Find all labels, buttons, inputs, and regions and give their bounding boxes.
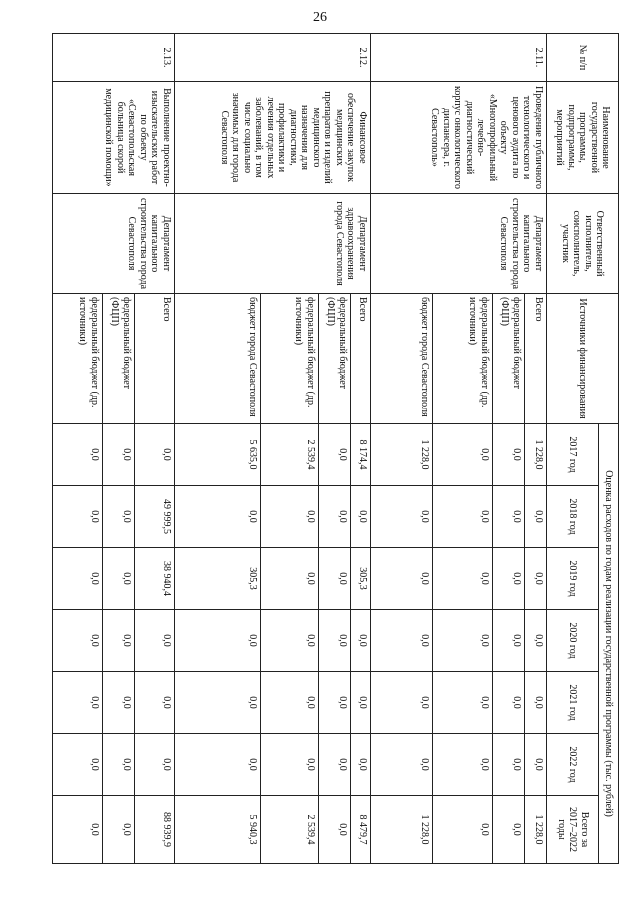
value-cell: 0,0 xyxy=(53,796,103,864)
value-cell: 0,0 xyxy=(103,548,135,610)
header-year: 2020 год xyxy=(547,610,599,672)
value-cell: 0,0 xyxy=(493,424,525,486)
source-label: федеральный бюджет (ФЦП) xyxy=(103,294,135,424)
value-cell: 0,0 xyxy=(53,548,103,610)
value-cell: 0,0 xyxy=(371,548,433,610)
value-cell: 0,0 xyxy=(525,548,547,610)
value-cell: 0,0 xyxy=(525,610,547,672)
value-cell: 0,0 xyxy=(493,672,525,734)
header-year: 2019 год xyxy=(547,548,599,610)
value-cell: 0,0 xyxy=(493,486,525,548)
value-cell: 0,0 xyxy=(103,672,135,734)
value-cell: 2 539,4 xyxy=(261,796,319,864)
value-cell: 0,0 xyxy=(493,734,525,796)
row-number: 2.13. xyxy=(53,34,175,82)
header-year: 2017 год xyxy=(547,424,599,486)
value-cell: 0,0 xyxy=(319,424,351,486)
value-cell: 0,0 xyxy=(525,486,547,548)
value-cell: 8 479,7 xyxy=(351,796,371,864)
value-cell: 0,0 xyxy=(319,610,351,672)
row-number: 2.12. xyxy=(175,34,371,82)
source-label: федеральный бюджет (ФЦП) xyxy=(319,294,351,424)
header-year: 2021 год xyxy=(547,672,599,734)
value-cell: 0,0 xyxy=(53,610,103,672)
value-cell: 0,0 xyxy=(135,610,175,672)
source-label: Всего xyxy=(525,294,547,424)
header-responsible: Ответственный исполнитель, соисполнитель, участник xyxy=(547,194,619,294)
source-label: Всего xyxy=(135,294,175,424)
value-cell: 0,0 xyxy=(351,486,371,548)
value-cell: 0,0 xyxy=(53,672,103,734)
value-cell: 1 228,0 xyxy=(525,796,547,864)
value-cell: 0,0 xyxy=(433,610,493,672)
program-expenses-table xyxy=(52,33,619,864)
source-label: федеральный бюджет (др. источники) xyxy=(261,294,319,424)
value-cell: 0,0 xyxy=(103,424,135,486)
value-cell: 0,0 xyxy=(319,672,351,734)
value-cell: 0,0 xyxy=(371,486,433,548)
value-cell: 0,0 xyxy=(261,548,319,610)
value-cell: 0,0 xyxy=(319,734,351,796)
value-cell: 0,0 xyxy=(261,486,319,548)
value-cell: 0,0 xyxy=(175,672,261,734)
row-name: Проведение публичного технологического и ценового аудита по объекту «Многопрофильный лечебно-диагностический корпус онкологического диспансера, г. Севастополь» xyxy=(371,82,547,194)
value-cell: 1 228,0 xyxy=(371,796,433,864)
value-cell: 1 228,0 xyxy=(371,424,433,486)
value-cell: 0,0 xyxy=(261,672,319,734)
source-label: федеральный бюджет (др. источники) xyxy=(53,294,103,424)
value-cell: 0,0 xyxy=(175,734,261,796)
value-cell: 5 940,3 xyxy=(175,796,261,864)
value-cell: 0,0 xyxy=(103,734,135,796)
value-cell: 0,0 xyxy=(103,610,135,672)
row-responsible: Департамент капитального строительства города Севастополя xyxy=(371,194,547,294)
row-responsible: Департамент здравоохранения города Севастополя xyxy=(175,194,371,294)
value-cell: 0,0 xyxy=(433,796,493,864)
value-cell: 0,0 xyxy=(371,610,433,672)
value-cell: 49 999,5 xyxy=(135,486,175,548)
value-cell: 0,0 xyxy=(433,486,493,548)
value-cell: 0,0 xyxy=(319,548,351,610)
value-cell: 0,0 xyxy=(135,672,175,734)
value-cell: 305,3 xyxy=(175,548,261,610)
value-cell: 0,0 xyxy=(175,486,261,548)
row-number: 2.11. xyxy=(371,34,547,82)
value-cell: 0,0 xyxy=(351,672,371,734)
value-cell: 0,0 xyxy=(53,486,103,548)
value-cell: 0,0 xyxy=(319,486,351,548)
value-cell: 0,0 xyxy=(103,486,135,548)
header-no: № п/п xyxy=(547,34,619,82)
header-name: Наименование государственной программы, подпрограммы, мероприятий xyxy=(547,82,619,194)
value-cell: 0,0 xyxy=(433,734,493,796)
value-cell: 0,0 xyxy=(351,610,371,672)
value-cell: 0,0 xyxy=(261,610,319,672)
rotated-table-container xyxy=(77,33,619,863)
header-year: 2022 год xyxy=(547,734,599,796)
value-cell: 0,0 xyxy=(135,424,175,486)
value-cell: 0,0 xyxy=(433,548,493,610)
value-cell: 0,0 xyxy=(135,734,175,796)
header-total: Всего за 2017–2022 годы xyxy=(547,796,599,864)
value-cell: 0,0 xyxy=(53,424,103,486)
value-cell: 0,0 xyxy=(493,610,525,672)
source-label: бюджет города Севастополя xyxy=(175,294,261,424)
source-label: федеральный бюджет (др. источники) xyxy=(433,294,493,424)
value-cell: 0,0 xyxy=(53,734,103,796)
value-cell: 1 228,0 xyxy=(525,424,547,486)
value-cell: 0,0 xyxy=(351,734,371,796)
value-cell: 0,0 xyxy=(525,734,547,796)
value-cell: 0,0 xyxy=(525,672,547,734)
row-responsible: Департамент капитального строительства города Севастополя xyxy=(53,194,175,294)
value-cell: 0,0 xyxy=(433,424,493,486)
value-cell: 0,0 xyxy=(175,610,261,672)
row-name: Выполнение проектно-изыскательских работ по объекту «Севастопольская больница скорой медицинской помощи» xyxy=(53,82,175,194)
value-cell: 0,0 xyxy=(371,734,433,796)
header-sources: Источники финансирования xyxy=(547,294,619,424)
value-cell: 38 940,4 xyxy=(135,548,175,610)
value-cell: 0,0 xyxy=(493,548,525,610)
value-cell: 2 539,4 xyxy=(261,424,319,486)
row-name: Финансовое обеспечение закупок медицинских препаратов и изделий медицинского назначения для диагностики, профилактики и лечения отдельных заболеваний, в том числе социально значимых для города Севастополя xyxy=(175,82,371,194)
page-number: 26 xyxy=(313,10,327,25)
header-year: 2018 год xyxy=(547,486,599,548)
value-cell: 0,0 xyxy=(493,796,525,864)
value-cell: 0,0 xyxy=(319,796,351,864)
source-label: Всего xyxy=(351,294,371,424)
source-label: бюджет города Севастополя xyxy=(371,294,433,424)
value-cell: 88 939,9 xyxy=(135,796,175,864)
value-cell: 0,0 xyxy=(103,796,135,864)
value-cell: 0,0 xyxy=(371,672,433,734)
value-cell: 0,0 xyxy=(261,734,319,796)
source-label: федеральный бюджет (ФЦП) xyxy=(493,294,525,424)
header-estimate: Оценка расходов по годам реализации государственной программы (тыс. рублей) xyxy=(599,424,619,864)
value-cell: 8 174,4 xyxy=(351,424,371,486)
value-cell: 5 635,0 xyxy=(175,424,261,486)
value-cell: 0,0 xyxy=(433,672,493,734)
value-cell: 305,3 xyxy=(351,548,371,610)
